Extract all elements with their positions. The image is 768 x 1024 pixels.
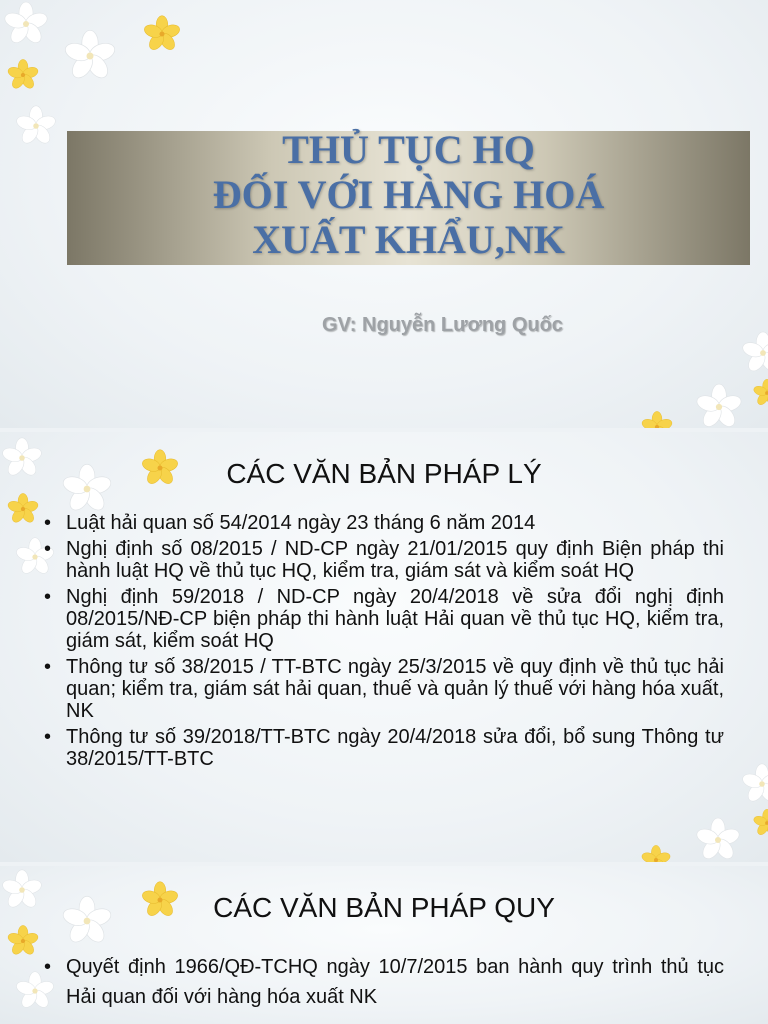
list-item: • Thông tư số 38/2015 / TT-BTC ngày 25/3/2015 về quy định về thủ tục hải quan; kiểm tra, giám sát hải quan, thuế và quản lý thuế với hàng hóa xuất, NK [42,656,724,722]
title-line: XUẤT KHẨU,NK [252,217,565,262]
white-flower-icon [694,382,744,428]
yellow-flower-icon [6,58,40,92]
list-item: • Nghị định số 08/2015 / ND-CP ngày 21/01/2015 quy định Biện pháp thi hành luật HQ về thủ tục HQ, kiểm tra, giám sát và kiểm soát HQ [42,538,724,582]
legal-documents-slide [0,432,768,862]
slide-heading: CÁC VĂN BẢN PHÁP LÝ [226,458,542,489]
title-line: ĐỐI VỚI HÀNG HOÁ [212,172,605,217]
title-line: THỦ TỤC HQ [282,127,535,172]
yellow-flower-icon [752,378,768,408]
yellow-flower-icon [640,410,674,428]
title-banner [67,127,750,265]
title-slide [0,0,768,428]
white-flower-icon [62,28,118,84]
bullet-list [42,512,724,774]
yellow-flower-icon [142,14,182,54]
yellow-flower-icon [752,808,768,838]
author-name: GV: Nguyễn Lương Quốc [322,314,563,336]
slide-heading: CÁC VĂN BẢN PHÁP QUY [213,892,555,923]
list-item: • Thông tư số 39/2018/TT-BTC ngày 20/4/2018 sửa đổi, bổ sung Thông tư 38/2015/TT-BTC [42,726,724,770]
yellow-flower-icon [640,844,672,862]
list-item: • Nghị định 59/2018 / ND-CP ngày 20/4/2018 về sửa đổi nghị định 08/2015/NĐ-CP biện pháp thi hành luật Hải quan về thủ tục HQ, kiểm tra, giám sát, kiểm soát HQ [42,586,724,652]
yellow-flower-icon [6,924,40,958]
list-item: • Luật hải quan số 54/2014 ngày 23 tháng 6 năm 2014 [42,512,724,534]
list-item: • Quyết định 1966/QĐ-TCHQ ngày 10/7/2015 ban hành quy trình thủ tục Hải quan đối với hàng hóa xuất NK [42,952,724,1012]
bullet-list [42,952,724,1016]
white-flower-icon [694,816,742,862]
regulations-slide [0,866,768,1024]
white-flower-icon [740,762,768,806]
yellow-flower-icon [6,492,40,526]
white-flower-icon [2,0,50,48]
white-flower-icon [14,104,58,148]
white-flower-icon [740,330,768,376]
